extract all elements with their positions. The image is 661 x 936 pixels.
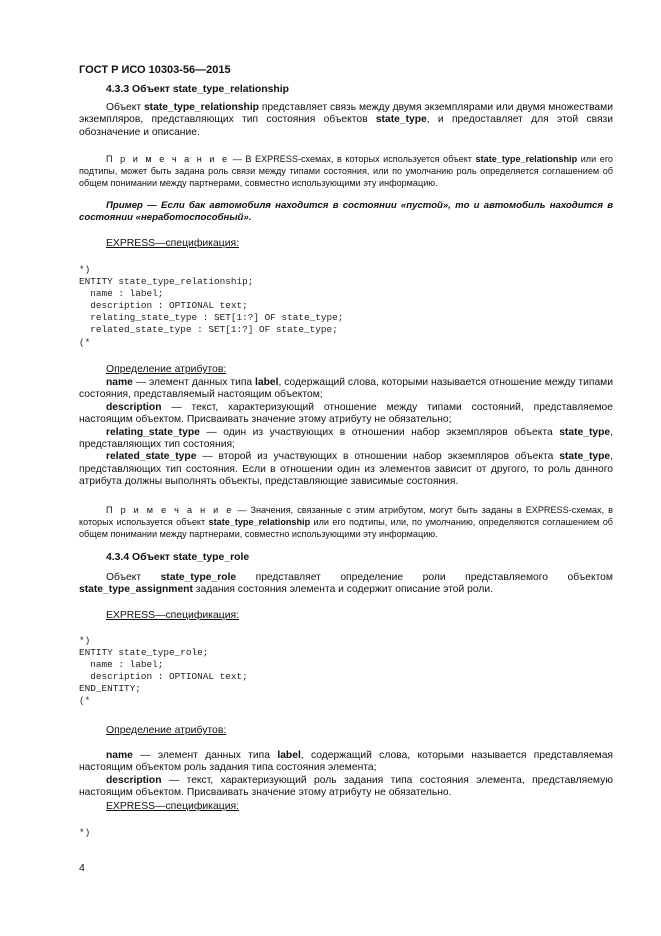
- attribute-definition: [79, 775, 613, 800]
- section-heading-4-3-4: 4.3.4 Объект state_type_role: [106, 552, 250, 563]
- entity-name: state_type_assignment: [79, 584, 193, 596]
- text: , представляющих тип состояния;: [79, 426, 613, 451]
- text: задания состояния элемента и содержит описание этой роли.: [192, 584, 493, 596]
- attr-name: related_state_type: [106, 451, 197, 463]
- paragraph-intro-1: [79, 102, 613, 139]
- attr-name: name: [106, 377, 133, 388]
- text: — Значения, связанные с этим атрибутом, могут быть заданы в EXPRESS-схемах, в которых используется объект: [79, 505, 613, 528]
- text: — второй из участвующих в отношении набор экземпляров объекта: [196, 451, 560, 463]
- text: — элемент данных типа: [132, 377, 256, 388]
- express-code-2: *) ENTITY state_type_role; name : label; description : OPTIONAL text; END_ENTITY; (*: [79, 635, 248, 707]
- attributes-label-2: Определение атрибутов:: [106, 725, 227, 736]
- note-label: П р и м е ч а н и е: [106, 154, 230, 164]
- express-code-3: *): [79, 827, 91, 838]
- entity-name: state_type_relationship: [208, 517, 311, 528]
- note-label: П р и м е ч а н и е: [106, 505, 234, 515]
- attributes-label-1: Определение атрибутов:: [106, 364, 227, 375]
- example-text: — Если бак автомобиля находится в состоянии «пустой», то и автомобиль находится в состоянии «неработоспособный».: [79, 200, 613, 224]
- note-2: [79, 504, 613, 541]
- entity-name: state_type_role: [160, 572, 237, 583]
- attr-name: description: [106, 401, 162, 413]
- text: Объект: [106, 572, 161, 583]
- text: , содержащий слова, которыми называется отношение между типами состояния, представляемый настоящим объектом;: [79, 377, 613, 401]
- express-spec-label-1: EXPRESS—спецификация:: [106, 238, 240, 249]
- attr-name: name: [106, 750, 133, 761]
- text: , представляющих тип состояния. Если в отношении один из элементов зависит от другого, то роль данного атрибута должны выполнять объекты, представляющие зависимые состояния.: [79, 451, 613, 488]
- text: — В EXPRESS-схемах, в которых используется объект: [229, 154, 476, 164]
- attribute-definition: [79, 402, 613, 427]
- text: или его подтипы, может быть задана роль связи между типами состояния, или по умолчанию роль определяется соглашением об общем понимании между партнерами, совместно использующими эту информацию.: [79, 154, 613, 189]
- paragraph-intro-2: [79, 572, 613, 597]
- entity-name: state_type: [375, 114, 427, 126]
- text: — элемент данных типа: [132, 750, 278, 761]
- attr-name: description: [106, 774, 162, 786]
- section-heading-4-3-3: 4.3.3 Объект state_type_relationship: [106, 84, 289, 95]
- attribute-list-2: [79, 750, 613, 800]
- example-1: [79, 200, 613, 224]
- type-name: state_type: [559, 451, 611, 463]
- text: — текст, характеризующий роль задания типа состояния элемента, представляемую настоящим объектом. Присваивать значение этому атрибуту не обязательно.: [79, 774, 613, 799]
- text: , содержащий слова, которыми называется представляемая настоящим объектом роль задания типа состояния элемента;: [79, 750, 613, 774]
- text: — один из участвующих в отношении набор экземпляров объекта: [199, 426, 560, 438]
- text: — текст, характеризующий отношение между типами состояний, представляемое настоящим объектом. Присваивать значение этому атрибуту не обязательно;: [79, 401, 613, 426]
- express-code-1: *) ENTITY state_type_relationship; name : label; description : OPTIONAL text; relating_state_type : SET[1:?] OF state_type; related_state_type : SET[1:?] OF state_type; (*: [79, 264, 344, 348]
- type-name: label: [277, 750, 301, 761]
- example-label: Пример: [106, 200, 143, 211]
- attr-name: relating_state_type: [106, 426, 200, 438]
- text: или его подтипы, или, по умолчанию, определяются соглашением об общем понимании между партнерами, совместно использующими эту информацию.: [79, 517, 613, 540]
- attribute-definition: [79, 427, 613, 452]
- type-name: label: [255, 377, 279, 388]
- text: Объект: [106, 102, 144, 113]
- text: , и предоставляет для этой связи обозначение и описание.: [79, 114, 613, 138]
- entity-name: state_type_relationship: [143, 102, 259, 113]
- entity-name: state_type_relationship: [475, 154, 578, 164]
- attribute-list-1: [79, 377, 613, 489]
- express-spec-label-2: EXPRESS—спецификация:: [106, 610, 240, 621]
- page-number: 4: [79, 862, 85, 874]
- type-name: state_type: [559, 426, 611, 438]
- note-1: [79, 153, 613, 190]
- attribute-definition: [79, 451, 613, 488]
- text: представляет связь между двумя экземплярами или двумя множествами экземпляров, представляющих тип состояния объектов: [79, 102, 613, 126]
- attribute-definition: [79, 377, 613, 402]
- express-spec-label-3: EXPRESS—спецификация:: [106, 801, 240, 812]
- text: представляет определение роли представляемого объектом: [236, 572, 613, 583]
- attribute-definition: [79, 750, 613, 775]
- document-header: ГОСТ Р ИСО 10303-56—2015: [79, 64, 231, 76]
